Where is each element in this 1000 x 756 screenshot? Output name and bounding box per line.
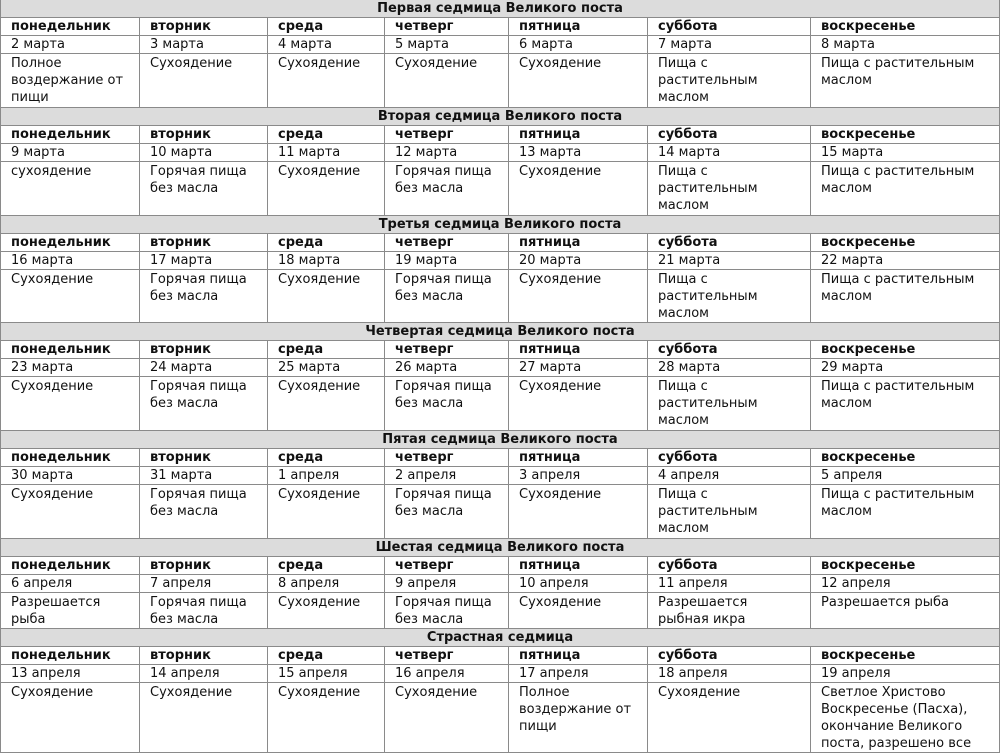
date-thursday: 9 апреля — [385, 575, 509, 593]
week-title: Пятая седмица Великого поста — [1, 431, 1000, 449]
date-saturday: 21 марта — [648, 252, 811, 270]
day-name-wednesday: среда — [268, 126, 385, 144]
day-name-friday: пятница — [509, 557, 648, 575]
day-name-row — [1, 449, 1000, 467]
date-monday: 16 марта — [1, 252, 140, 270]
food-rule-wednesday: Сухоядение — [268, 485, 385, 539]
food-rule-sunday: Пища с растительным маслом — [811, 485, 1000, 539]
date-sunday: 8 марта — [811, 36, 1000, 54]
day-name-tuesday: вторник — [140, 234, 268, 252]
date-friday: 27 марта — [509, 359, 648, 377]
day-name-friday: пятница — [509, 341, 648, 359]
date-sunday: 22 марта — [811, 252, 1000, 270]
date-friday: 13 марта — [509, 144, 648, 162]
food-rule-row — [1, 162, 1000, 216]
food-rule-saturday: Пища с растительным маслом — [648, 377, 811, 431]
food-rule-friday: Сухоядение — [509, 485, 648, 539]
food-rule-friday: Сухоядение — [509, 270, 648, 323]
day-name-row — [1, 126, 1000, 144]
day-name-friday: пятница — [509, 449, 648, 467]
day-name-friday: пятница — [509, 126, 648, 144]
food-rule-tuesday: Сухоядение — [140, 54, 268, 108]
food-rule-friday: Сухоядение — [509, 54, 648, 108]
date-friday: 20 марта — [509, 252, 648, 270]
day-name-monday: понедельник — [1, 18, 140, 36]
date-row — [1, 36, 1000, 54]
day-name-sunday: воскресенье — [811, 341, 1000, 359]
food-rule-wednesday: Сухоядение — [268, 377, 385, 431]
day-name-friday: пятница — [509, 647, 648, 665]
day-name-wednesday: среда — [268, 449, 385, 467]
food-rule-tuesday: Горячая пища без масла — [140, 485, 268, 539]
day-name-row — [1, 341, 1000, 359]
date-sunday: 12 апреля — [811, 575, 1000, 593]
date-monday: 30 марта — [1, 467, 140, 485]
food-rule-saturday: Разрешается рыбная икра — [648, 593, 811, 629]
food-rule-saturday: Пища с растительным маслом — [648, 485, 811, 539]
day-name-wednesday: среда — [268, 341, 385, 359]
food-rule-monday: Сухоядение — [1, 377, 140, 431]
day-name-thursday: четверг — [385, 234, 509, 252]
food-rule-sunday: Пища с растительным маслом — [811, 54, 1000, 108]
food-rule-thursday: Горячая пища без масла — [385, 485, 509, 539]
food-rule-sunday: Светлое Христово Воскресенье (Пасха), окончание Великого поста, разрешено все — [811, 683, 1000, 753]
week-title: Третья седмица Великого поста — [1, 216, 1000, 234]
food-rule-monday: Сухоядение — [1, 485, 140, 539]
food-rule-saturday: Сухоядение — [648, 683, 811, 753]
date-saturday: 11 апреля — [648, 575, 811, 593]
date-tuesday: 17 марта — [140, 252, 268, 270]
date-thursday: 2 апреля — [385, 467, 509, 485]
food-rule-monday: Сухоядение — [1, 270, 140, 323]
food-rule-wednesday: Сухоядение — [268, 54, 385, 108]
date-saturday: 7 марта — [648, 36, 811, 54]
date-sunday: 15 марта — [811, 144, 1000, 162]
week-title: Вторая седмица Великого поста — [1, 108, 1000, 126]
week-title-row — [1, 216, 1000, 234]
food-rule-tuesday: Горячая пища без масла — [140, 162, 268, 216]
food-rule-friday: Сухоядение — [509, 377, 648, 431]
date-row — [1, 665, 1000, 683]
day-name-sunday: воскресенье — [811, 449, 1000, 467]
day-name-saturday: суббота — [648, 557, 811, 575]
date-friday: 3 апреля — [509, 467, 648, 485]
day-name-row — [1, 234, 1000, 252]
food-rule-friday: Полное воздержание от пищи — [509, 683, 648, 753]
food-rule-tuesday: Горячая пища без масла — [140, 593, 268, 629]
food-rule-tuesday: Сухоядение — [140, 683, 268, 753]
day-name-tuesday: вторник — [140, 449, 268, 467]
day-name-row — [1, 557, 1000, 575]
week-title-row — [1, 0, 1000, 18]
food-rule-sunday: Пища с растительным маслом — [811, 270, 1000, 323]
date-row — [1, 144, 1000, 162]
date-wednesday: 18 марта — [268, 252, 385, 270]
food-rule-row — [1, 593, 1000, 629]
week-title: Шестая седмица Великого поста — [1, 539, 1000, 557]
day-name-wednesday: среда — [268, 557, 385, 575]
day-name-sunday: воскресенье — [811, 18, 1000, 36]
day-name-monday: понедельник — [1, 126, 140, 144]
day-name-sunday: воскресенье — [811, 647, 1000, 665]
date-tuesday: 31 марта — [140, 467, 268, 485]
date-row — [1, 252, 1000, 270]
date-wednesday: 15 апреля — [268, 665, 385, 683]
day-name-tuesday: вторник — [140, 18, 268, 36]
food-rule-saturday: Пища с растительным маслом — [648, 270, 811, 323]
day-name-saturday: суббота — [648, 18, 811, 36]
food-rule-friday: Сухоядение — [509, 162, 648, 216]
food-rule-sunday: Разрешается рыба — [811, 593, 1000, 629]
food-rule-row — [1, 485, 1000, 539]
food-rule-wednesday: Сухоядение — [268, 270, 385, 323]
day-name-thursday: четверг — [385, 647, 509, 665]
food-rule-thursday: Горячая пища без масла — [385, 593, 509, 629]
food-rule-row — [1, 54, 1000, 108]
day-name-wednesday: среда — [268, 234, 385, 252]
food-rule-wednesday: Сухоядение — [268, 593, 385, 629]
date-monday: 23 марта — [1, 359, 140, 377]
date-tuesday: 3 марта — [140, 36, 268, 54]
day-name-friday: пятница — [509, 234, 648, 252]
food-rule-row — [1, 377, 1000, 431]
date-monday: 2 марта — [1, 36, 140, 54]
date-saturday: 4 апреля — [648, 467, 811, 485]
day-name-sunday: воскресенье — [811, 234, 1000, 252]
day-name-thursday: четверг — [385, 126, 509, 144]
day-name-tuesday: вторник — [140, 341, 268, 359]
day-name-row — [1, 647, 1000, 665]
date-wednesday: 4 марта — [268, 36, 385, 54]
day-name-wednesday: среда — [268, 647, 385, 665]
date-monday: 6 апреля — [1, 575, 140, 593]
day-name-saturday: суббота — [648, 234, 811, 252]
date-tuesday: 7 апреля — [140, 575, 268, 593]
date-thursday: 26 марта — [385, 359, 509, 377]
day-name-thursday: четверг — [385, 18, 509, 36]
date-saturday: 18 апреля — [648, 665, 811, 683]
day-name-tuesday: вторник — [140, 647, 268, 665]
food-rule-tuesday: Горячая пища без масла — [140, 270, 268, 323]
day-name-saturday: суббота — [648, 341, 811, 359]
date-thursday: 16 апреля — [385, 665, 509, 683]
food-rule-monday: сухоядение — [1, 162, 140, 216]
day-name-saturday: суббота — [648, 126, 811, 144]
day-name-sunday: воскресенье — [811, 126, 1000, 144]
food-rule-thursday: Сухоядение — [385, 54, 509, 108]
day-name-tuesday: вторник — [140, 126, 268, 144]
day-name-thursday: четверг — [385, 557, 509, 575]
food-rule-row — [1, 270, 1000, 323]
date-sunday: 19 апреля — [811, 665, 1000, 683]
day-name-monday: понедельник — [1, 449, 140, 467]
date-wednesday: 8 апреля — [268, 575, 385, 593]
week-title: Страстная седмица — [1, 629, 1000, 647]
week-title-row — [1, 539, 1000, 557]
week-title-row — [1, 323, 1000, 341]
date-row — [1, 359, 1000, 377]
day-name-tuesday: вторник — [140, 557, 268, 575]
day-name-monday: понедельник — [1, 647, 140, 665]
date-thursday: 12 марта — [385, 144, 509, 162]
food-rule-wednesday: Сухоядение — [268, 683, 385, 753]
week-title-row — [1, 108, 1000, 126]
date-saturday: 14 марта — [648, 144, 811, 162]
date-tuesday: 24 марта — [140, 359, 268, 377]
day-name-wednesday: среда — [268, 18, 385, 36]
day-name-thursday: четверг — [385, 449, 509, 467]
food-rule-thursday: Горячая пища без масла — [385, 162, 509, 216]
day-name-saturday: суббота — [648, 449, 811, 467]
day-name-friday: пятница — [509, 18, 648, 36]
date-row — [1, 575, 1000, 593]
day-name-monday: понедельник — [1, 234, 140, 252]
date-wednesday: 11 марта — [268, 144, 385, 162]
day-name-saturday: суббота — [648, 647, 811, 665]
date-sunday: 5 апреля — [811, 467, 1000, 485]
food-rule-monday: Полное воздержание от пищи — [1, 54, 140, 108]
date-thursday: 19 марта — [385, 252, 509, 270]
food-rule-saturday: Пища с растительным маслом — [648, 162, 811, 216]
food-rule-monday: Сухоядение — [1, 683, 140, 753]
date-row — [1, 467, 1000, 485]
food-rule-sunday: Пища с растительным маслом — [811, 162, 1000, 216]
food-rule-sunday: Пища с растительным маслом — [811, 377, 1000, 431]
date-tuesday: 14 апреля — [140, 665, 268, 683]
date-sunday: 29 марта — [811, 359, 1000, 377]
date-tuesday: 10 марта — [140, 144, 268, 162]
week-title-row — [1, 431, 1000, 449]
date-saturday: 28 марта — [648, 359, 811, 377]
week-title: Первая седмица Великого поста — [1, 0, 1000, 18]
day-name-monday: понедельник — [1, 341, 140, 359]
date-friday: 6 марта — [509, 36, 648, 54]
date-monday: 13 апреля — [1, 665, 140, 683]
date-wednesday: 1 апреля — [268, 467, 385, 485]
date-thursday: 5 марта — [385, 36, 509, 54]
day-name-sunday: воскресенье — [811, 557, 1000, 575]
schedule-body — [1, 0, 1000, 753]
food-rule-saturday: Пища с растительным маслом — [648, 54, 811, 108]
date-friday: 10 апреля — [509, 575, 648, 593]
food-rule-row — [1, 683, 1000, 753]
food-rule-thursday: Сухоядение — [385, 683, 509, 753]
week-title: Четвертая седмица Великого поста — [1, 323, 1000, 341]
day-name-row — [1, 18, 1000, 36]
food-rule-friday: Сухоядение — [509, 593, 648, 629]
food-rule-thursday: Горячая пища без масла — [385, 377, 509, 431]
date-wednesday: 25 марта — [268, 359, 385, 377]
food-rule-tuesday: Горячая пища без масла — [140, 377, 268, 431]
food-rule-monday: Разрешается рыба — [1, 593, 140, 629]
day-name-monday: понедельник — [1, 557, 140, 575]
date-friday: 17 апреля — [509, 665, 648, 683]
week-title-row — [1, 629, 1000, 647]
food-rule-thursday: Горячая пища без масла — [385, 270, 509, 323]
food-rule-wednesday: Сухоядение — [268, 162, 385, 216]
day-name-thursday: четверг — [385, 341, 509, 359]
date-monday: 9 марта — [1, 144, 140, 162]
